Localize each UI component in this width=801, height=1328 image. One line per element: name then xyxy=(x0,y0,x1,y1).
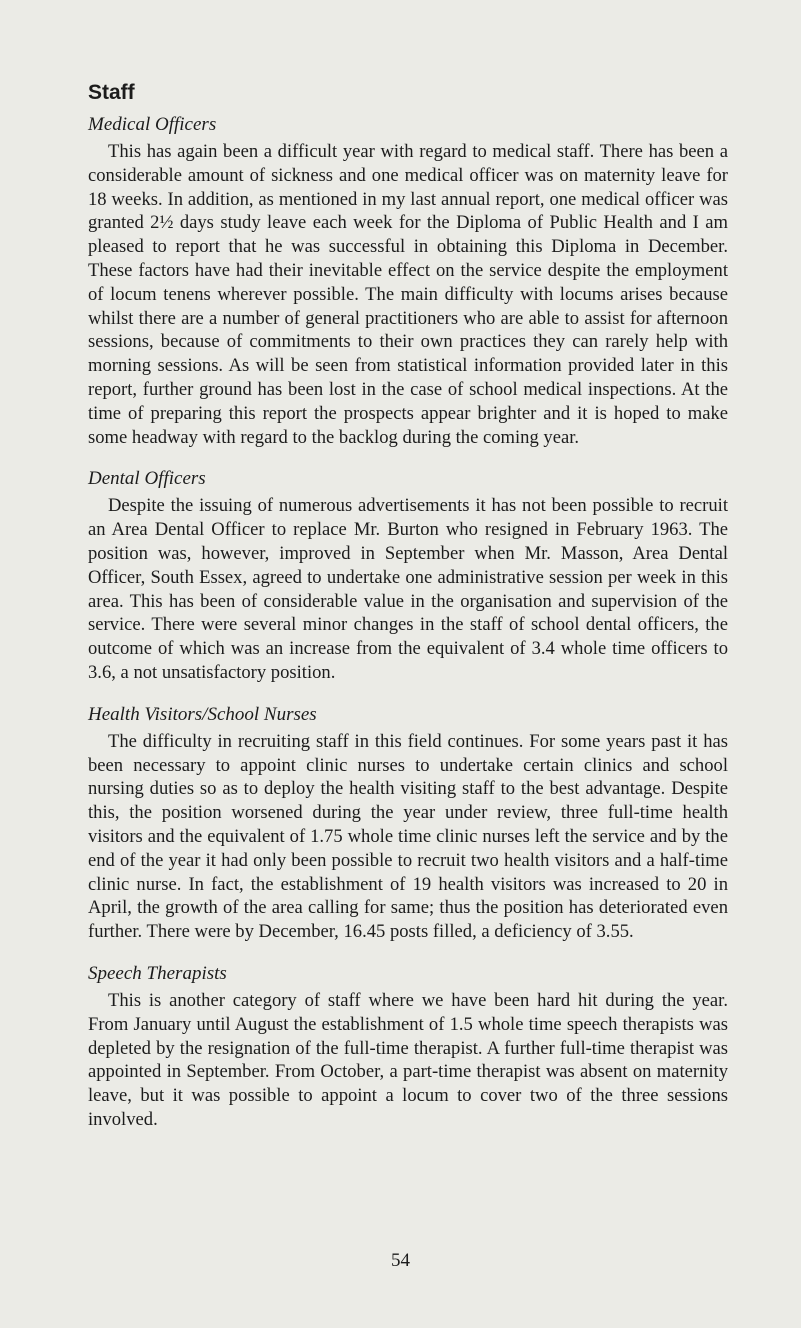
section-paragraph: The difficulty in recruiting staff in this field continues. For some years past it has been necessary to appoint clinic nurses to undertake certain clinics and school nursing duties so as to deploy the health visiting staff to the best advantage. Despite this, the position worsened during the year under review, three full-time health visitors and the equivalent of 1.75 whole time clinic nurses left the service and by the end of the year it had only been possible to recruit two health visitors and a half-time clinic nurse. In fact, the establishment of 19 health visitors was increased to 20 in April, the growth of the area calling for same; thus the position has deteriorated even further. There were by December, 16.45 posts filled, a deficiency of 3.55. xyxy=(88,730,728,943)
section-paragraph: This is another category of staff where we have been hard hit during the year. From January until August the establishment of 1.5 whole time speech therapists was depleted by the resignation of the full-time therapist. A further full-time therapist was appointed in September. From October, a part-time therapist was absent on maternity leave, but it was possible to appoint a locum to cover two of the three sessions involved. xyxy=(88,989,728,1130)
section-heading: Dental Officers xyxy=(88,468,206,490)
page-title: Staff xyxy=(88,81,135,104)
document-page xyxy=(88,70,728,1149)
section-health-visitors-school-nurses xyxy=(88,702,728,944)
section-heading: Health Visitors/School Nurses xyxy=(88,703,317,725)
section-dental-officers xyxy=(88,466,728,684)
section-speech-therapists xyxy=(88,961,728,1132)
page-number: 54 xyxy=(391,1250,410,1271)
section-heading: Speech Therapists xyxy=(88,962,227,984)
section-paragraph: Despite the issuing of numerous advertisements it has not been possible to recruit an Area Dental Officer to replace Mr. Burton who resigned in February 1963. The position was, however, improved in September when Mr. Masson, Area Dental Officer, South Essex, agreed to undertake one administrative session per week in this area. This has been of considerable value in the organisation and supervision of the service. There were several minor changes in the staff of school dental officers, the outcome of which was an increase from the equivalent of 3.4 whole time officers to 3.6, a not unsatisfactory position. xyxy=(88,495,728,683)
section-paragraph: This has again been a difficult year with regard to medical staff. There has been a considerable amount of sickness and one medical officer was on maternity leave for 18 weeks. In addition, as mentioned in my last annual report, one medical officer was granted 2½ days study leave each week for the Diploma of Public Health and I am pleased to report that he was successful in obtaining this Diploma in December. These factors have had their inevitable effect on the service despite the employment of locum tenens wherever possible. The main difficulty with locums arises because whilst there are a number of general practitioners who are able to assist for afternoon sessions, because of commitments to their own practices they can rarely help with morning sessions. As will be seen from statistical information provided later in this report, further ground has been lost in the case of school medical inspections. At the time of preparing this report the prospects appear brighter and it is hoped to make some headway with regard to the backlog during the coming year. xyxy=(88,141,728,448)
section-medical-officers xyxy=(88,112,728,449)
section-heading: Medical Officers xyxy=(88,114,217,135)
